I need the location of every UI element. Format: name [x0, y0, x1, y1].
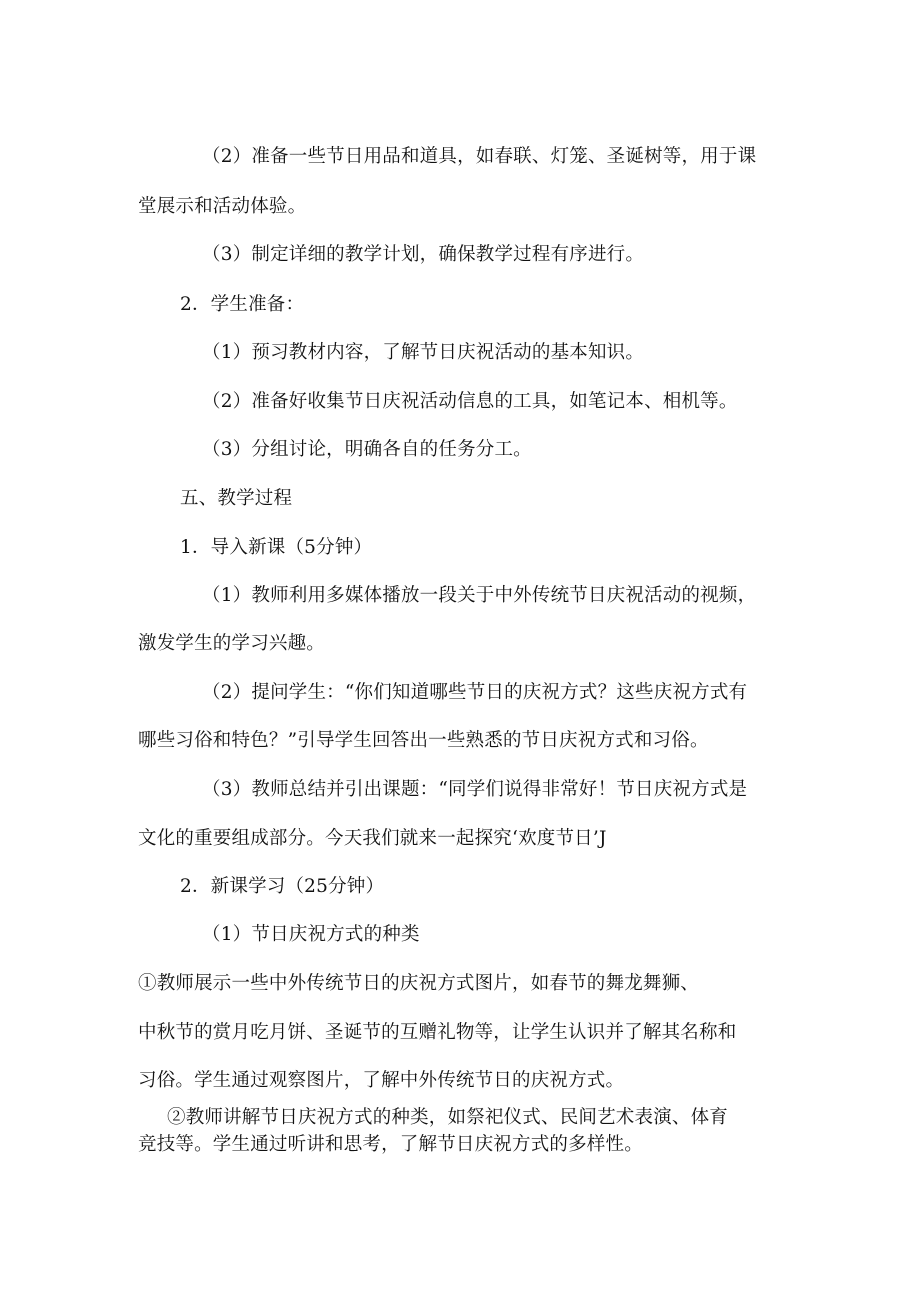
- paragraph-line: 竞技等。学生通过听讲和思考，了解节日庆祝方式的多样性。: [138, 1134, 643, 1155]
- section-heading: 1．导入新课（5分钟）: [180, 537, 373, 558]
- paragraph-line: （1）节日庆祝方式的种类: [202, 924, 420, 945]
- paragraph-line: 激发学生的学习兴趣。: [138, 633, 326, 654]
- paragraph-line: 习俗。学生通过观察图片，了解中外传统节日的庆祝方式。: [138, 1070, 625, 1091]
- paragraph-line: （2）准备好收集节日庆祝活动信息的工具，如笔记本、相机等。: [202, 391, 738, 412]
- paragraph-line: （1）预习教材内容，了解节日庆祝活动的基本知识。: [202, 342, 645, 363]
- section-heading: 2．新课学习（25分钟）: [180, 876, 385, 897]
- paragraph-line: （2）提问学生：“你们知道哪些节日的庆祝方式？这些庆祝方式有: [202, 682, 748, 703]
- paragraph-line: 哪些习俗和特色？”引导学生回答出一些熟悉的节日庆祝方式和习俗。: [138, 730, 709, 751]
- section-heading: 2．学生准备：: [180, 294, 305, 315]
- paragraph-line: ②教师讲解节日庆祝方式的种类，如祭祀仪式、民间艺术表演、体育: [167, 1107, 729, 1128]
- paragraph-line: （3）分组讨论，明确各自的任务分工。: [202, 439, 532, 460]
- paragraph-line: 中秋节的赏月吃月饼、圣诞节的互赠礼物等，让学生认识并了解其名称和: [138, 1022, 737, 1043]
- paragraph-line: （2）准备一些节日用品和道具，如春联、灯笼、圣诞树等，用于课: [202, 146, 757, 167]
- paragraph-line: （3）制定详细的教学计划，确保教学过程有序进行。: [202, 244, 645, 265]
- section-heading: 五、教学过程: [180, 488, 293, 509]
- paragraph-line: 堂展示和活动体验。: [138, 196, 307, 217]
- paragraph-line: ①教师展示一些中外传统节日的庆祝方式图片，如春节的舞龙舞狮、: [138, 973, 700, 994]
- paragraph-line: （3）教师总结并引出课题：“同学们说得非常好！节日庆祝方式是: [202, 779, 748, 800]
- paragraph-line: 文化的重要组成部分。今天我们就来一起探究‘欢度节日’J: [138, 828, 607, 849]
- paragraph-line: （1）教师利用多媒体播放一段关于中外传统节日庆祝活动的视频，: [202, 585, 757, 606]
